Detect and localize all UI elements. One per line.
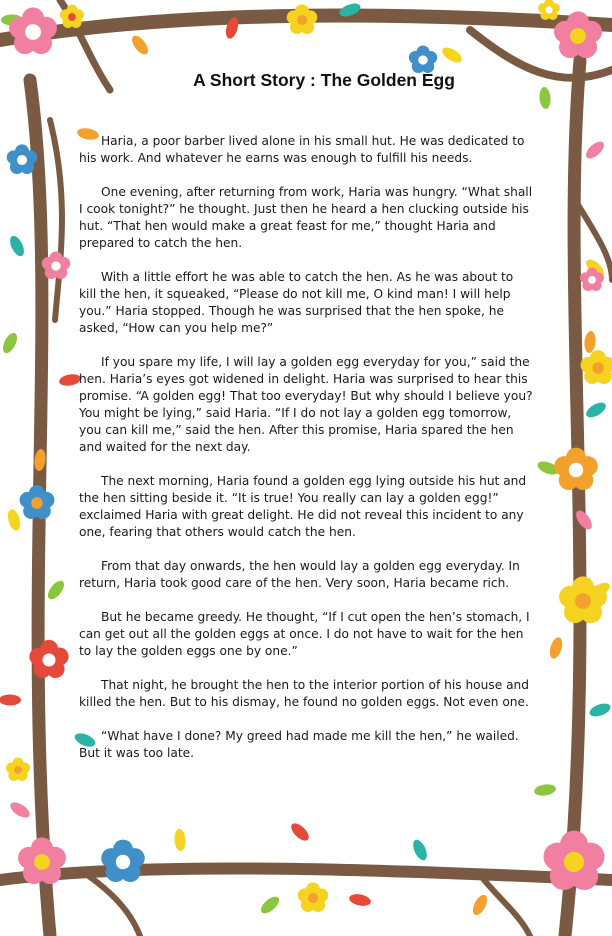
flower bbox=[298, 882, 329, 912]
leaf bbox=[0, 331, 20, 356]
story-paragraph: Haria, a poor barber lived alone in his small hut. He was dedicated to his work. And whatever he earns was enough to fulfill his needs. bbox=[79, 134, 525, 165]
leaf bbox=[288, 820, 311, 843]
leaf bbox=[258, 894, 282, 917]
flower bbox=[581, 350, 612, 384]
flower bbox=[20, 485, 55, 519]
leaf bbox=[583, 330, 596, 353]
leaf bbox=[588, 701, 612, 719]
leaf bbox=[8, 799, 32, 820]
flower bbox=[554, 448, 598, 490]
flower bbox=[101, 840, 145, 882]
story-paragraph: That night, he brought the hen to the interior portion of his house and killed the hen. But to his dismay, he found no golden eggs. Not even one. bbox=[79, 678, 529, 709]
leaf bbox=[6, 508, 22, 532]
story-paragraph: One evening, after returning from work, Haria was hungry. “What shall I cook tonight?” he thought. Just then he heard a hen clucking outside his hut. “That hen would make a great feast for me,” thought Haria and prepared to catch the hen. bbox=[79, 185, 533, 250]
story-paragraph: The next morning, Haria found a golden egg lying outside his hut and the hen sitting beside it. “It is true! You really can lay a golden egg!” exclaimed Haria with great delight. He did not reveal this incident to any one, fearing that others would catch the hen. bbox=[79, 474, 527, 539]
branch bbox=[565, 60, 580, 936]
leaf bbox=[440, 45, 464, 66]
leaf bbox=[348, 892, 372, 907]
leaf bbox=[533, 783, 556, 797]
leaf bbox=[0, 694, 21, 705]
leaf bbox=[583, 139, 607, 162]
flower bbox=[538, 0, 560, 20]
leaf bbox=[410, 838, 429, 863]
story-body bbox=[79, 133, 534, 779]
story-paragraph: If you spare my life, I will lay a golden egg everyday for you,” said the hen. Haria’s eyes got widened in delight. Haria was surprised to hear this promise. “A golden egg! That too everyday! But why should I believe you? You might be lying,” said Haria. “If I do not lay a golden egg tomorrow, you can kill me,” said the hen. After this promise, Haria spared the hen and waited for the next day. bbox=[79, 355, 533, 454]
page-title: A Short Story : The Golden Egg bbox=[193, 70, 455, 90]
story-paragraph: “What have I done? My greed had made me kill the hen,” he wailed. But it was too late. bbox=[79, 729, 519, 760]
leaf bbox=[45, 578, 67, 602]
story-paragraph: But he became greedy. He thought, “If I cut open the hen’s stomach, I can get out all the golden eggs at once. I do not have to wait for the hen to lay the golden eggs one by one.” bbox=[79, 610, 530, 658]
flower bbox=[18, 837, 66, 884]
leaf bbox=[129, 33, 151, 57]
leaf bbox=[174, 829, 187, 852]
flower bbox=[6, 758, 30, 781]
branch bbox=[480, 875, 530, 936]
story-paragraph: With a little effort he was able to catch the hen. As he was about to kill the hen, it squeaked, “Please do not kill me, O kind man! I will help you.” Haria stopped. Though he was surprised that the hen spoke, he asked, “How can you help me?” bbox=[79, 270, 514, 335]
leaf bbox=[470, 893, 490, 918]
story-paragraph: From that day onwards, the hen would lay a golden egg everyday. In return, Haria took good care of the hen. Very soon, Haria became rich. bbox=[79, 559, 520, 590]
flower bbox=[409, 45, 437, 73]
flower bbox=[9, 7, 57, 54]
flower bbox=[559, 576, 607, 623]
branch bbox=[50, 120, 62, 320]
leaf bbox=[7, 234, 27, 259]
leaf bbox=[584, 400, 609, 421]
leaf bbox=[548, 636, 565, 660]
flower bbox=[543, 831, 604, 890]
